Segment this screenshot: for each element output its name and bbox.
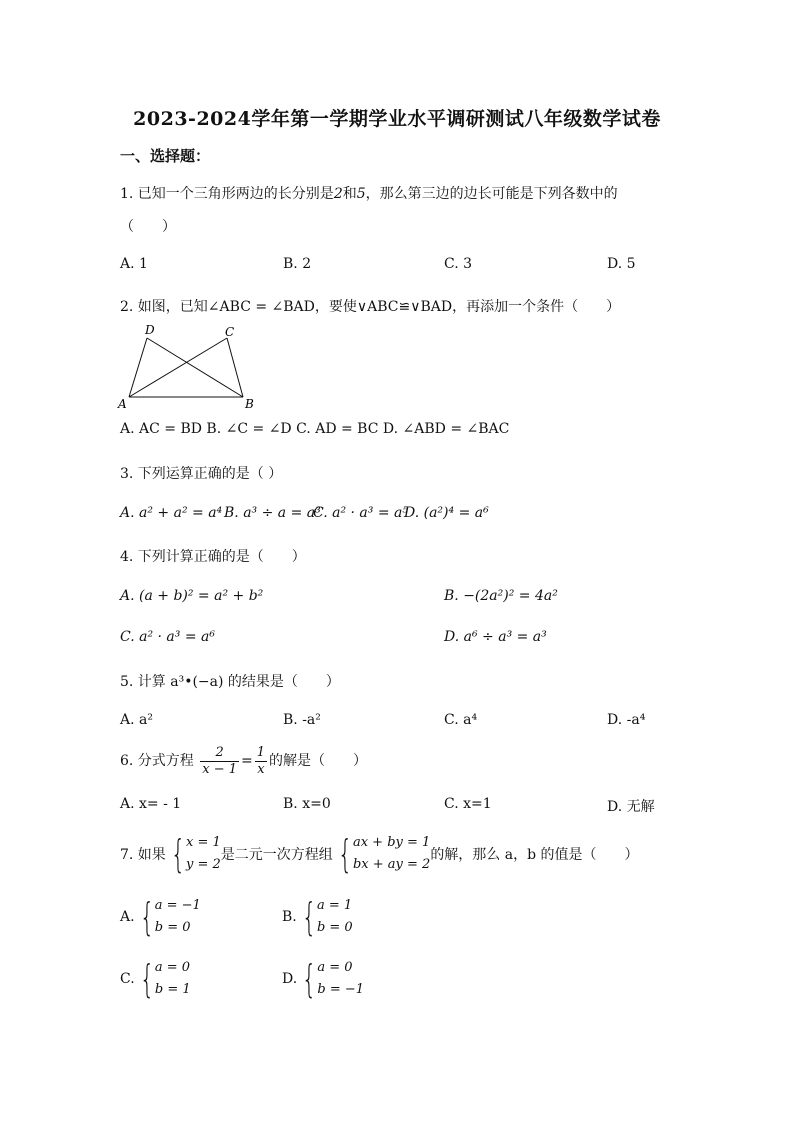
section-heading: 一、选择题：: [120, 147, 211, 165]
segment-bd: [147, 338, 243, 397]
question-6-stem: [120, 743, 367, 779]
q6-text-a: 6. 分式方程: [120, 753, 194, 769]
q4-option-b: B. −(2a²)² = 4a²: [444, 588, 558, 604]
question-3-stem: 3. 下列运算正确的是（ ）: [120, 466, 283, 482]
q4-option-c: C. a² · a³ = a⁶: [120, 629, 215, 645]
q1-number-1: 2: [333, 186, 343, 202]
question-2-stem: 2. 如图，已知∠ABC = ∠BAD，要使∨ABC≌∨BAD，再添加一个条件（ ）: [120, 299, 621, 315]
question-4-stem: 4. 下列计算正确的是（ ）: [120, 549, 306, 565]
q5-option-b: B. -a²: [283, 712, 321, 728]
q6-option-c: C. x=1: [444, 796, 492, 812]
q3-option-d: D. (a²)⁴ = a⁶: [404, 505, 489, 521]
q2-figure-lines: [129, 338, 243, 397]
q1-text-b: ，那么第三边的边长可能是下列各数中的: [365, 186, 618, 202]
question-5-stem: 5. 计算 a³•(−a) 的结果是（ ）: [120, 674, 340, 690]
q3-option-b: B. a³ ÷ a = a³: [224, 505, 321, 521]
q6-option-d: D. 无解: [607, 799, 655, 815]
q4-option-d: D. a⁶ ÷ a³ = a³: [444, 629, 547, 645]
question-1-stem: [120, 183, 618, 203]
q1-option-a: A. 1: [120, 256, 148, 272]
q6-option-b: B. x=0: [283, 796, 331, 812]
q1-option-c: C. 3: [444, 256, 473, 272]
question-7-stem: [120, 832, 639, 876]
q7-option-c: C. { a = 0 b = 1: [120, 957, 191, 1001]
label-b: B: [245, 397, 254, 411]
q7-equation-system: { ax + by = 1 bx + ay = 2: [337, 832, 431, 876]
q3-option-c: C. a² · a³ = a⁵: [313, 505, 408, 521]
q2-figure: [115, 322, 265, 412]
q1-text-a: 1. 已知一个三角形两边的长分别是: [120, 186, 334, 202]
q7-text-a: 7. 如果: [120, 847, 166, 863]
q5-option-d: D. -a⁴: [607, 712, 646, 728]
q7-option-b: B. { a = 1 b = 0: [282, 895, 353, 939]
q2-options: A. AC = BD B. ∠C = ∠D C. AD = BC D. ∠ABD = ∠BAC: [120, 421, 510, 437]
label-c: C: [225, 325, 235, 339]
q6-fraction-2: $\frac{1}{x}$: [256, 744, 266, 777]
q1-option-b: B. 2: [283, 256, 312, 272]
q7-text-c: 的解，那么 a，b 的值是（ ）: [430, 847, 639, 863]
q1-and: 和: [342, 186, 357, 202]
q1-option-d: D. 5: [607, 256, 636, 272]
q6-equals: =: [241, 753, 253, 769]
label-a: A: [118, 397, 127, 411]
q4-option-a: A. (a + b)² = a² + b²: [120, 588, 264, 604]
q1-number-2: 5: [356, 186, 366, 202]
q3-option-a: A. a² + a² = a⁴: [120, 505, 223, 521]
q5-option-c: C. a⁴: [444, 712, 478, 728]
q6-fraction-1: $\frac{2}{x - 1}$: [202, 744, 238, 777]
q5-option-a: A. a²: [120, 712, 153, 728]
q7-text-b: 是二元一次方程组: [220, 847, 333, 863]
segment-ac: [129, 338, 227, 397]
q7-option-d: D. { a = 0 b = −1: [282, 957, 365, 1001]
q6-option-a: A. x= - 1: [120, 796, 182, 812]
label-d: D: [145, 323, 155, 337]
question-1-paren: （ ）: [120, 219, 176, 235]
q6-text-b: 的解是（ ）: [269, 753, 368, 769]
q7-solution-system: { x = 1 y = 2: [170, 832, 221, 876]
page-title: 2023-2024学年第一学期学业水平调研测试八年级数学试卷: [133, 108, 661, 130]
q7-option-a: A. { a = −1 b = 0: [120, 895, 201, 939]
